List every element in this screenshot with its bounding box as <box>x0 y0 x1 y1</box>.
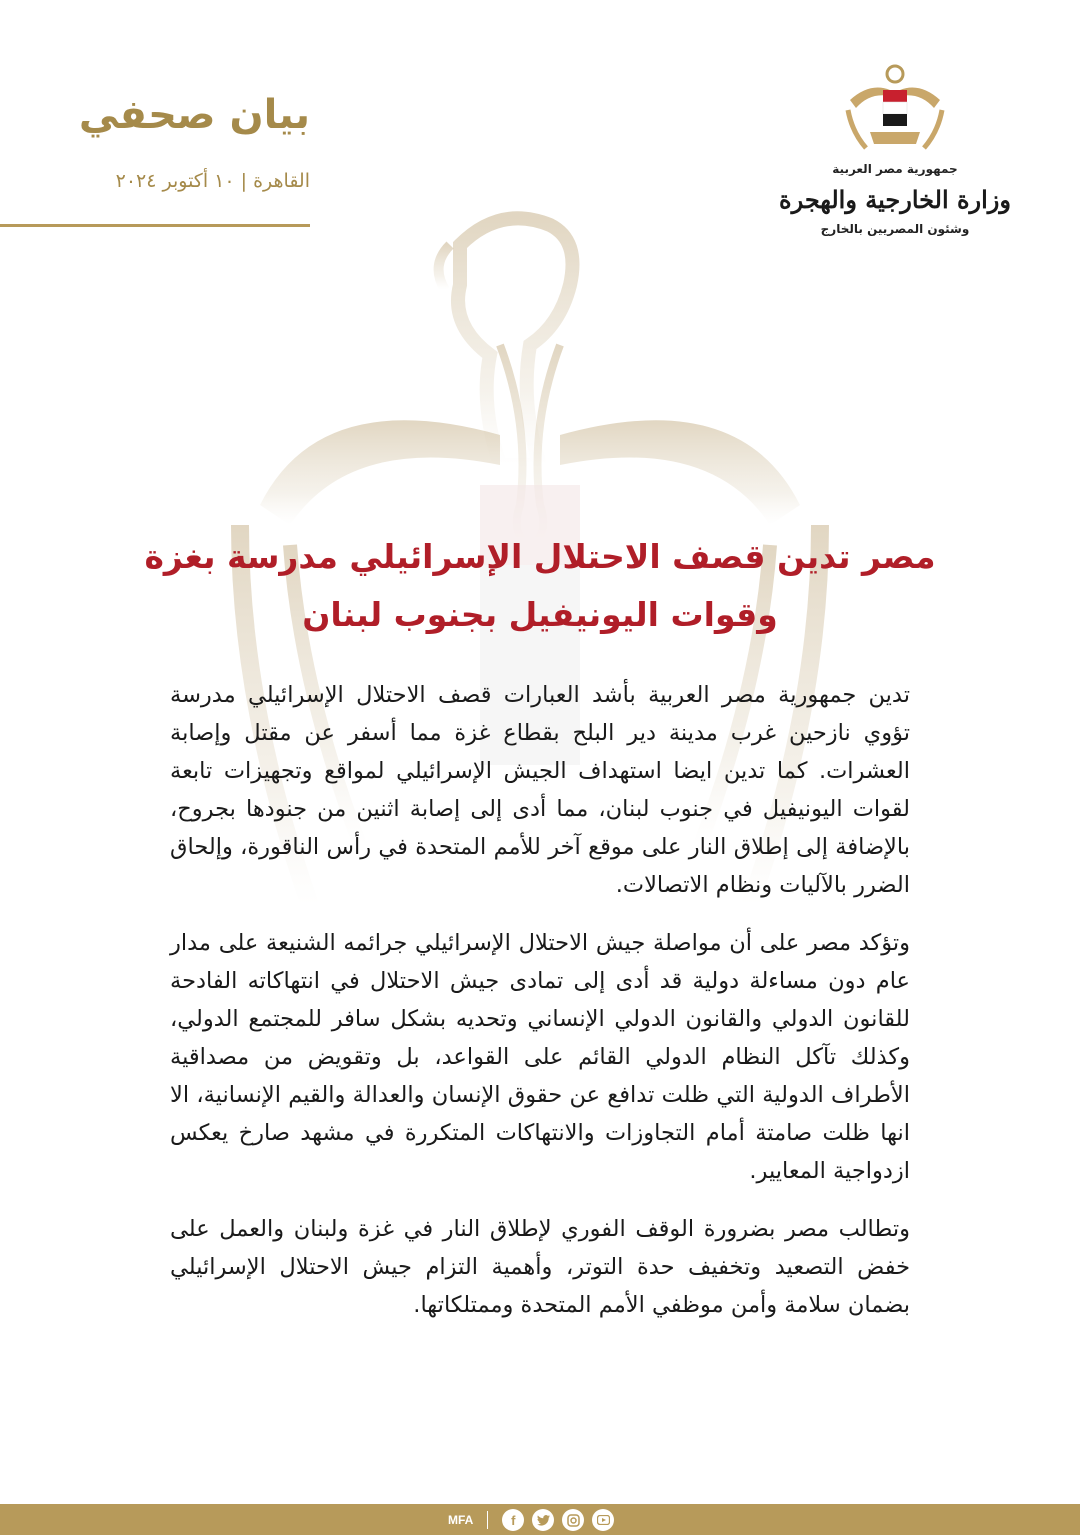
dateline: القاهرة | ١٠ أكتوبر ٢٠٢٤ <box>115 170 310 192</box>
twitter-icon[interactable] <box>532 1509 554 1531</box>
instagram-icon[interactable] <box>562 1509 584 1531</box>
paragraph: تدين جمهورية مصر العربية بأشد العبارات قصف الاحتلال الإسرائيلي مدرسة تؤوي نازحين غرب مدينة دير البلح بقطاع غزة مما أسفر عن مقتل وإصابة العشرات. كما تدين ايضا استهداف الجيش الإسرائيلي لمواقع وتجهيزات تابعة لقوات اليونيفيل في جنوب لبنان، مما أدى إلى إصابة اثنين من جنودها بجروح، بالإضافة إلى إطلاق النار على موقع آخر للأمم المتحدة في رأس الناقورة، وإلحاق الضرر بالآليات ونظام الاتصالات. <box>170 682 910 898</box>
youtube-icon[interactable] <box>592 1509 614 1531</box>
ministry-logo <box>760 60 1030 250</box>
footer-bar <box>0 1504 1080 1535</box>
ministry-subtitle: وشئون المصريين بالخارج <box>820 222 970 236</box>
eagle-emblem-icon <box>840 60 950 160</box>
ministry-name: وزارة الخارجية والهجرة <box>779 185 1011 214</box>
ministry-country: جمهورية مصر العربية <box>832 162 958 176</box>
statement-body <box>170 676 910 1344</box>
paragraph: وتطالب مصر بضرورة الوقف الفوري لإطلاق النار في غزة ولبنان والعمل على خفض التصعيد وتخفيف حدة التوتر، وأهمية التزام جيش الاحتلال الإسرائيلي بضمان سلامة وأمن موظفي الأمم المتحدة وممتلكاتها. <box>170 1216 910 1318</box>
press-release-title: بيان صحفي <box>78 92 310 138</box>
header-divider <box>0 224 310 227</box>
facebook-icon[interactable]: f <box>502 1509 524 1531</box>
footer-social <box>448 1508 614 1532</box>
footer-separator <box>487 1511 488 1529</box>
headline: مصر تدين قصف الاحتلال الإسرائيلي مدرسة بغزة وقوات اليونيفيل بجنوب لبنان <box>144 537 936 634</box>
mfa-label: MFA <box>448 1513 474 1527</box>
paragraph: وتؤكد مصر على أن مواصلة جيش الاحتلال الإسرائيلي جرائمه الشنيعة على مدار عام دون مساءلة دولية قد أدى إلى تمادى جيش الاحتلال في انتهاكاته الفادحة للقانون الدولي والقانون الدولي الإنساني وتحديه بشكل سافر للمجتمع الدولي، وكذلك تآكل النظام الدولي القائم على القواعد، بل وتقويض من مصداقية الأطراف الدولية التي ظلت تدافع عن حقوق الإنسان والعدالة والقيم الإنسانية، الا انها ظلت صامتة أمام التجاوزات والانتهاكات المتكررة في مشهد صارخ يعكس ازدواجية المعايير. <box>170 930 910 1184</box>
